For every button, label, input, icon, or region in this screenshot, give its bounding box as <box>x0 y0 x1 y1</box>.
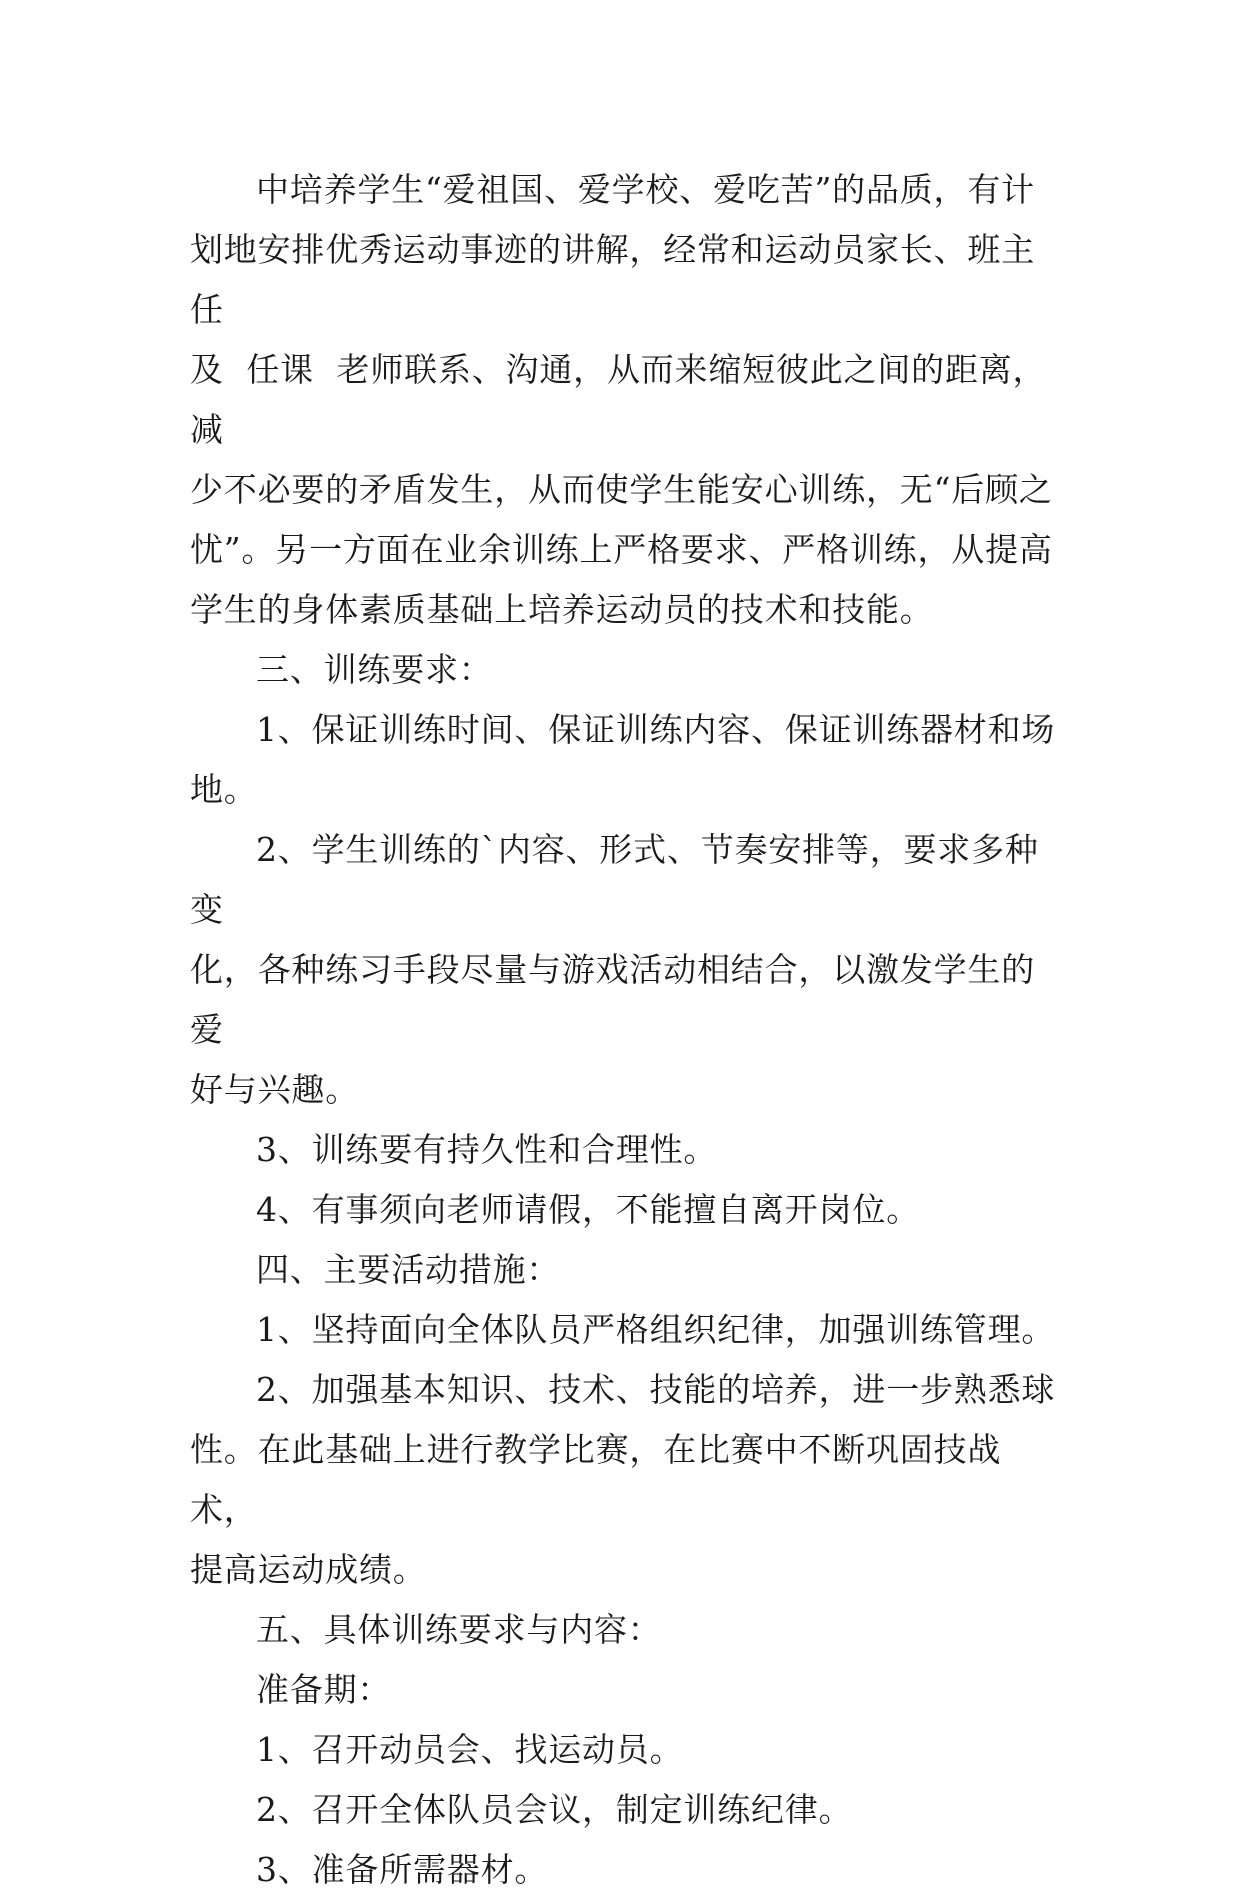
text-line: 性。在此基础上进行教学比赛，在比赛中不断巩固技战术， <box>190 1430 1002 1529</box>
text-line: 少不必要的矛盾发生，从而使学生能安心训练，无“后顾之 <box>190 470 1053 509</box>
text-line: 化，各种练习手段尽量与游戏活动相结合，以激发学生的爱 <box>190 950 1035 1049</box>
text-line: 4、有事须向老师请假，不能擅自离开岗位。 <box>256 1190 920 1229</box>
text-line: 学生的身体素质基础上培养运动员的技术和技能。 <box>190 590 934 629</box>
section-heading-3: 三、训练要求： <box>256 650 493 689</box>
section-heading-4: 四、主要活动措施： <box>256 1250 561 1289</box>
text-line: 及 任课 老师联系、沟通，从而来缩短彼此之间的距离，减 <box>190 350 1047 449</box>
text-line: 中培养学生“爱祖国、爱学校、爱吃苦”的品质，有计 <box>256 170 1035 209</box>
document-body <box>190 160 1060 1900</box>
text-line: 3、准备所需器材。 <box>256 1850 549 1889</box>
text-line: 忧”。另一方面在业余训练上严格要求、严格训练，从提高 <box>190 530 1053 569</box>
text-line: 1、坚持面向全体队员严格组织纪律，加强训练管理。 <box>256 1310 1056 1349</box>
subheading-prep-period: 准备期： <box>256 1670 392 1709</box>
text-line: 划地安排优秀运动事迹的讲解，经常和运动员家长、班主任 <box>190 230 1035 329</box>
text-line: 2、加强基本知识、技术、技能的培养，进一步熟悉球 <box>256 1370 1056 1409</box>
text-line: 2、学生训练的`内容、形式、节奏安排等，要求多种变 <box>190 830 1039 929</box>
section-heading-5: 五、具体训练要求与内容： <box>256 1610 662 1649</box>
text-line: 1、召开动员会、找运动员。 <box>256 1730 684 1769</box>
text-line: 2、召开全体队员会议，制定训练纪律。 <box>256 1790 853 1829</box>
text-line: 好与兴趣。 <box>190 1070 359 1109</box>
text-line: 地。 <box>190 770 258 809</box>
text-line: 3、训练要有持久性和合理性。 <box>256 1130 718 1169</box>
text-line: 提高运动成绩。 <box>190 1550 427 1589</box>
text-line: 1、保证训练时间、保证训练内容、保证训练器材和场 <box>256 710 1056 749</box>
